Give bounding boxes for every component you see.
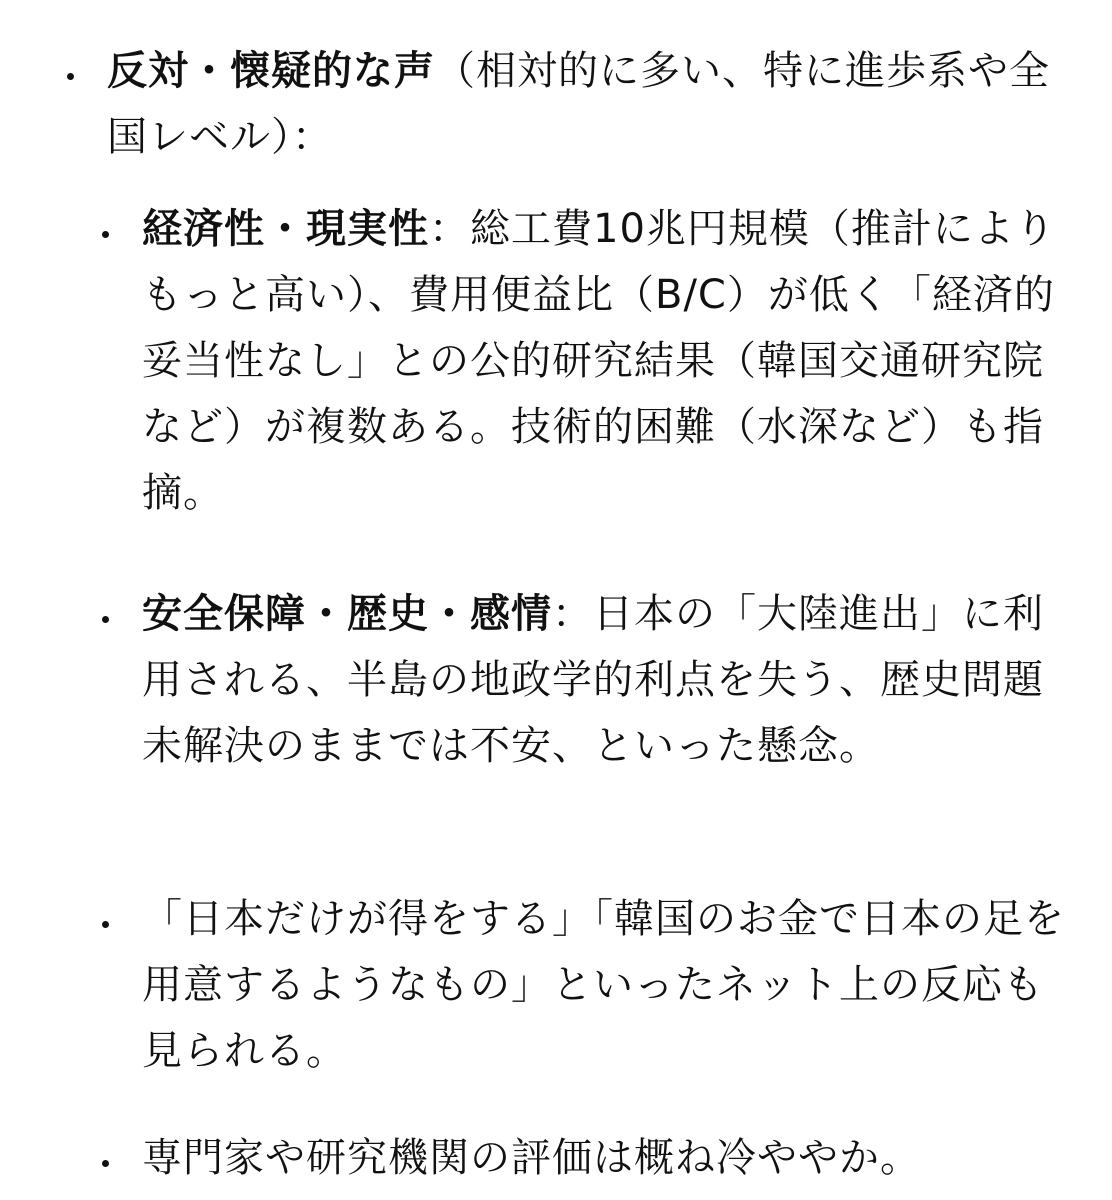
list-item-body: 「日本だけが得をする」「韓国のお金で日本の足を用意するようなもの」といったネット上の反応も見られる。 [142,896,1065,1074]
sub-list-item-economics [142,196,1082,526]
list-item-text [142,196,1082,526]
list-item-body: （相対的に多い、特に進歩系や全国レベル）： [107,48,1050,160]
bullet-icon [102,1160,109,1167]
bullet-icon [102,921,109,928]
sub-list-item-expert-view [142,1125,1082,1191]
bullet-icon [102,231,109,238]
list-item-heading: 反対・懐疑的な声 [107,48,435,94]
list-item-body: ：総工費10兆円規模（推計によりもっと高い）、費用便益比（B/C）が低く「経済的妥当性なし」との公的研究結果（韓国交通研究院など）が複数ある。技術的困難（水深など）も指摘。 [142,206,1056,516]
bullet-icon [102,616,109,623]
sub-list-item-net-reaction [142,886,1082,1084]
list-item-heading: 安全保障・歴史・感情 [142,591,552,637]
list-item-body: ：日本の「大陸進出」に利用される、半島の地政学的利点を失う、歴史問題未解決のままでは不安、といった懸念。 [142,591,1044,769]
list-item-opposition [107,38,1067,170]
list-item-text [142,581,1082,779]
list-item-body: 専門家や研究機関の評価は概ね冷ややか。 [142,1135,921,1181]
list-item-text [107,38,1067,170]
list-item-heading: 経済性・現実性 [142,206,429,252]
bullet-icon [67,73,74,80]
sub-list-item-security [142,581,1082,779]
